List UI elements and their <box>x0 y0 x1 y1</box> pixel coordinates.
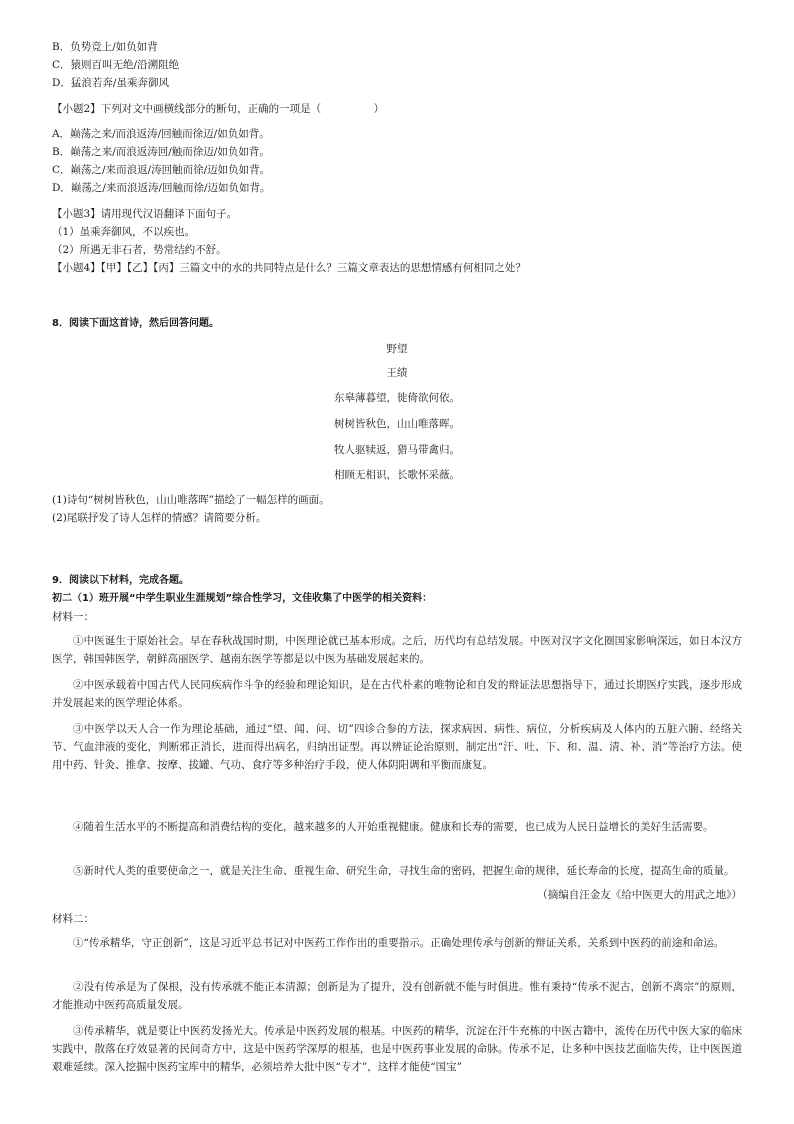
q7-sub3-item-1: （1）虽乘奔御风，不以疾也。 <box>52 226 196 238</box>
q7-sub4-stem: 【小题4】【甲】【乙】【丙】三篇文中的水的共同特点是什么？三篇文章表达的思想情感有何相同之处？ <box>52 262 526 274</box>
material-2-label: 材料二： <box>52 913 94 925</box>
q9-heading: 9．阅读以下材料，完成各题。 <box>52 575 189 586</box>
q7-sub2-option-a: A．巅荡之来/而浪返涛/回触而徐迈/如负如背。 <box>52 128 270 140</box>
q7-option-d-prev: D．猛浪若奔/虽乘奔御风 <box>52 77 169 89</box>
poem-line-1: 东皋薄暮望，徙倚欲何依。 <box>334 392 460 404</box>
material-2-paragraph-2: ②没有传承是为了保根，没有传承就不能正本清源；创新是为了提升，没有创新就不能与时俱进。惟有秉持“传承不泥古，创新不离宗”的原则，才能推动中医药高质量发展。 <box>52 981 742 1011</box>
q7-sub3-item-2: （2）所遇无非石者，势常结约不舒。 <box>52 244 227 256</box>
q7-sub2-option-c: C．巅荡之/来而浪返/涛回触而徐/迈如负如背。 <box>52 164 271 176</box>
poem-line-2: 树树皆秋色，山山唯落晖。 <box>334 418 460 430</box>
q7-sub2-option-b: B．巅荡之来/而浪返涛回/触而徐迈/如负如背。 <box>52 146 270 158</box>
q9-intro: 初二（1）班开展“中学生职业生涯规划”综合性学习，文佳收集了中医学的相关资料： <box>52 593 433 604</box>
poem-line-3: 牧人驱犊返，猎马带禽归。 <box>334 444 460 456</box>
material-1-paragraph-3: ③中医学以天人合一作为理论基础，通过“望、闻、问、切”四诊合参的方法，探求病因、病性、病位，分析疾病及人体内的五脏六腑、经络关节、气血津液的变化，判断邪正消长，进而得出病名，归纳出证型。再以辨证论治原则，制定出“汗、吐、下、和、温、清、补、消”等治疗方法。使用中药、针灸、推拿、按摩、拔罐、气功、食疗等多种治疗手段，使人体阴阳调和平衡而康复。 <box>52 723 742 771</box>
material-1-paragraph-2: ②中医承载着中国古代人民同疾病作斗争的经验和理论知识，是在古代朴素的唯物论和自发的辩证法思想指导下，通过长期医疗实践，逐步形成并发展起来的医学理论体系。 <box>52 679 742 709</box>
material-2-paragraph-1: ①“传承精华，守正创新”，这是习近平总书记对中医药工作作出的重要指示。正确处理传承与创新的辩证关系，关系到中医药的前途和命运。 <box>73 937 725 949</box>
material-1-paragraph-5: ⑤新时代人类的重要使命之一，就是关注生命、重视生命、研究生命，寻找生命的密码，把握生命的规律，延长寿命的长度，提高生命的质量。 <box>73 865 735 877</box>
q8-question-1: (1)诗句“树树皆秋色，山山唯落晖”描绘了一幅怎样的画面。 <box>52 494 330 506</box>
q7-option-c-prev: C．猿则百叫无绝/沿溯阻绝 <box>52 59 180 71</box>
q7-option-b-prev: B．负势竞上/如负如背 <box>52 41 158 53</box>
q7-sub3-stem: 【小题3】请用现代汉语翻译下面句子。 <box>52 208 238 220</box>
q7-sub2-option-d: D．巅荡之/来而浪返涛/回触而徐/迈如负如背。 <box>52 182 271 194</box>
material-1-paragraph-4: ④随着生活水平的不断提高和消费结构的变化，越来越多的人开始重视健康。健康和长寿的需要，也已成为人民日益增长的美好生活需要。 <box>73 821 714 833</box>
poem-author: 王绩 <box>386 367 408 379</box>
material-1-source: （摘编自汪金友《给中医更大的用武之地》） <box>537 889 742 901</box>
poem-line-4: 相顾无相识，长歌怀采薇。 <box>334 469 460 481</box>
poem-title: 野望 <box>386 343 408 355</box>
material-2-paragraph-3: ③传承精华，就是要让中医药发扬光大。传承是中医药发展的根基。中医药的精华，沉淀在汗牛充栋的中医古籍中，流传在历代中医大家的临床实践中，散落在疗效显著的民间奇方中，这是中医药学深厚的根基，也是中医药事业发展的命脉。传承不足，让多种中医技艺面临失传，让中医医道艰难延续。深入挖掘中医药宝库中的精华，必须培养大批中医“专才”，这样才能使“国宝” <box>52 1025 742 1073</box>
q8-question-2: (2)尾联抒发了诗人怎样的情感？请简要分析。 <box>52 512 267 524</box>
material-1-paragraph-1: ①中医诞生于原始社会。早在春秋战国时期，中医理论就已基本形成。之后，历代均有总结发展。中医对汉字文化圈国家影响深远，如日本汉方医学，韩国韩医学，朝鲜高丽医学、越南东医学等都是以中医为基础发展起来的。 <box>52 635 742 665</box>
material-1-label: 材料一： <box>52 611 94 623</box>
q7-sub2-stem: 【小题2】下列对文中画横线部分的断句，正确的一项是（ ） <box>52 103 385 115</box>
q8-heading: 8．阅读下面这首诗，然后回答问题。 <box>52 318 219 329</box>
